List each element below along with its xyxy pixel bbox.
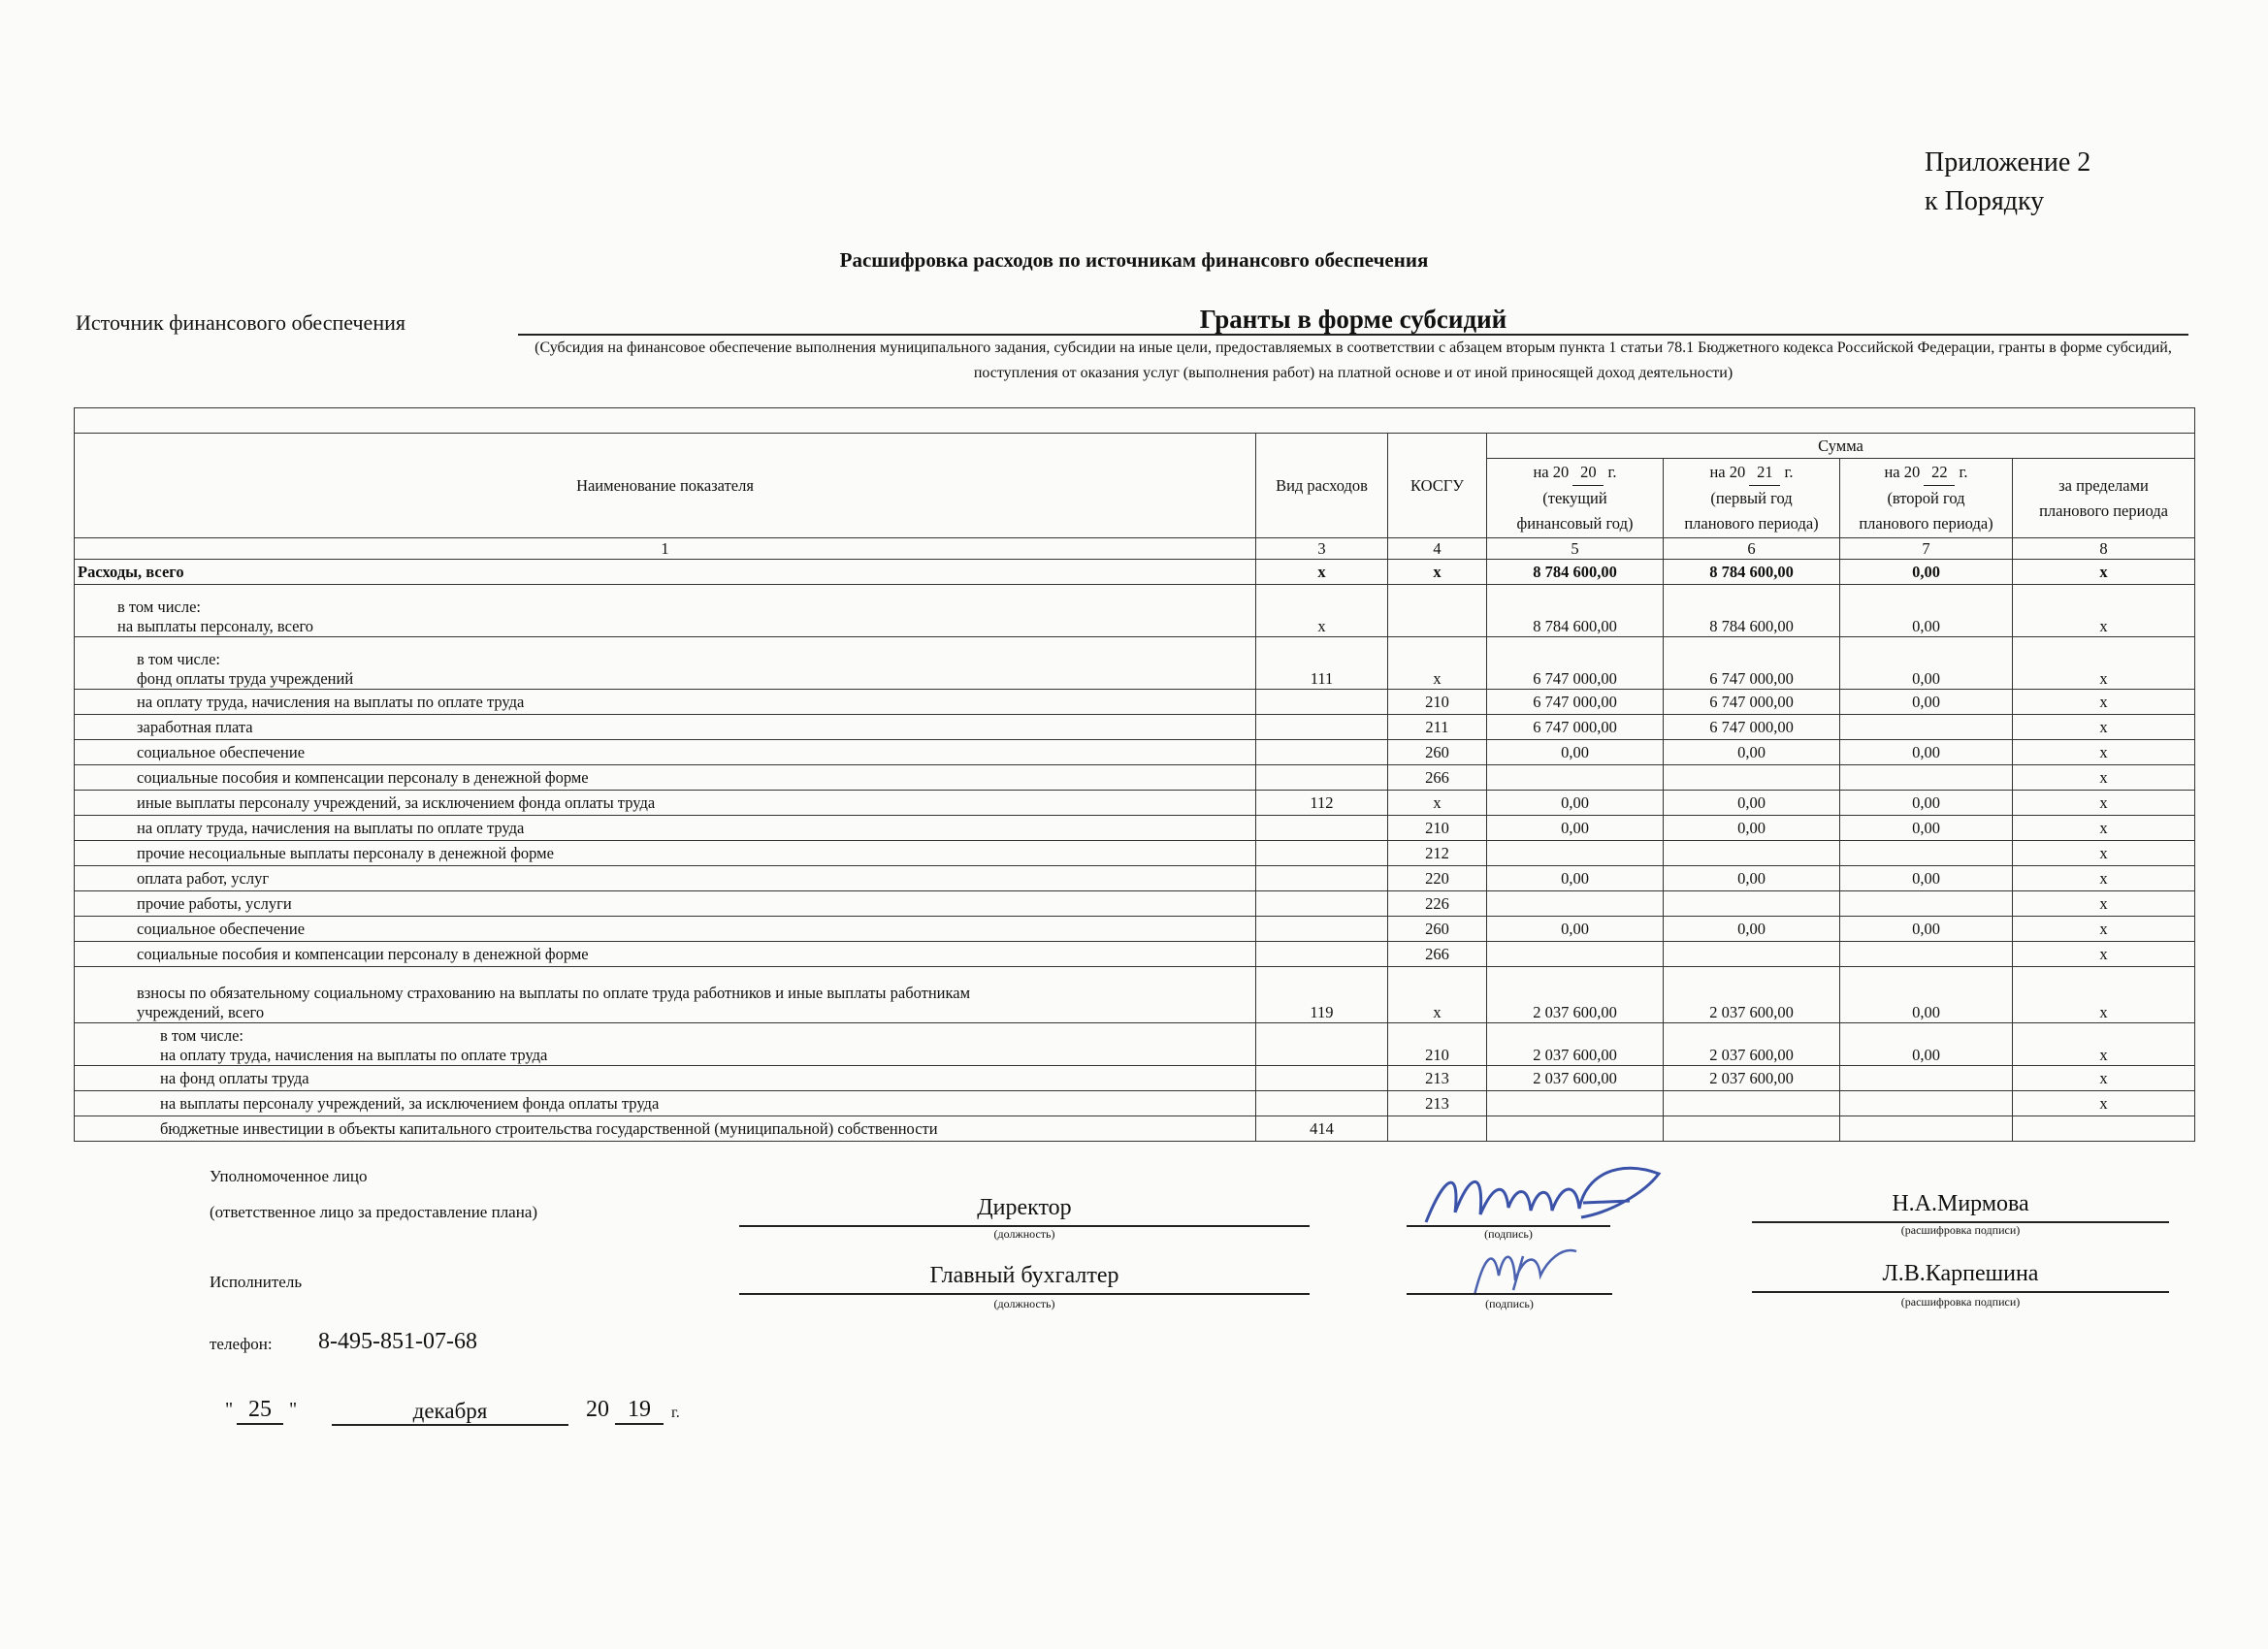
row-name: заработная плата [75,715,1256,740]
year2-value: 21 [1749,460,1780,486]
total-beyond: х [2013,560,2195,585]
row-vid [1256,841,1388,866]
row-vid [1256,1023,1388,1066]
date-year: 19 [615,1397,664,1425]
header-vid: Вид расходов [1256,434,1388,538]
row-kosgu: х [1388,967,1487,1023]
row-kosgu: х [1388,637,1487,690]
accountant-name-caption: (расшифровка подписи) [1900,1295,2021,1309]
row-vid [1256,891,1388,917]
row-kosgu: 266 [1388,942,1487,967]
row-y2: 6 747 000,00 [1664,715,1840,740]
row-name: в том числе: фонд оплаты труда учреждений [75,637,1256,690]
table-row [75,690,2195,715]
table-row [75,1066,2195,1091]
row-y2: 2 037 600,00 [1664,1066,1840,1091]
row-y1: 0,00 [1487,791,1664,816]
row-beyond: х [2013,1066,2195,1091]
row-beyond: х [2013,765,2195,791]
row-y1 [1487,1116,1664,1142]
col-number: 8 [2013,538,2195,560]
row-y1: 0,00 [1487,816,1664,841]
row-y1: 2 037 600,00 [1487,967,1664,1023]
row-y3: 0,00 [1840,791,2013,816]
phone-value: 8-495-851-07-68 [318,1329,477,1354]
row-kosgu [1388,1116,1487,1142]
appendix-line2: к Порядку [1925,186,2045,216]
row-y2: 0,00 [1664,816,1840,841]
table-row [75,816,2195,841]
document-title: Расшифровка расходов по источникам финансовго обеспечения [839,248,1429,272]
table-row [75,740,2195,765]
row-y2 [1664,891,1840,917]
row-y3: 0,00 [1840,816,2013,841]
row-name: бюджетные инвестиции в объекты капитального строительства государственной (муниципальной) собственности [75,1116,1256,1142]
row-y2: 0,00 [1664,917,1840,942]
row-y3 [1840,891,2013,917]
row-y3 [1840,765,2013,791]
row-beyond: х [2013,891,2195,917]
row-y3: 0,00 [1840,1023,2013,1066]
row-y1: 0,00 [1487,917,1664,942]
row-beyond: х [2013,637,2195,690]
row-vid [1256,917,1388,942]
authorized-label: Уполномоченное лицо [210,1167,368,1185]
date-day: 25 [237,1397,283,1425]
row-vid [1256,765,1388,791]
total-y2: 8 784 600,00 [1664,560,1840,585]
row-vid [1256,816,1388,841]
total-vid: х [1256,560,1388,585]
row-name: иные выплаты персоналу учреждений, за исключением фонда оплаты труда [75,791,1256,816]
table-row [75,1116,2195,1142]
row-beyond: х [2013,690,2195,715]
row-y1 [1487,891,1664,917]
row-y2 [1664,841,1840,866]
row-kosgu: 266 [1388,765,1487,791]
row-y1: 0,00 [1487,740,1664,765]
accountant-name-line [1752,1291,2169,1293]
row-vid [1256,1066,1388,1091]
row-y1 [1487,841,1664,866]
row-beyond: х [2013,1091,2195,1116]
accountant-signature-line [1407,1293,1612,1295]
header-sum: Сумма [1487,434,2195,459]
total-row [75,560,2195,585]
source-value: Гранты в форме субсидий [1199,305,1507,334]
row-y1: 8 784 600,00 [1487,585,1664,637]
row-name: социальные пособия и компенсации персоналу в денежной форме [75,765,1256,791]
row-beyond: х [2013,816,2195,841]
accountant-position: Главный бухгалтер [929,1263,1119,1288]
row-y1: 6 747 000,00 [1487,715,1664,740]
col-number: 5 [1487,538,1664,560]
header-year3: на 20 22 г. (второй год планового периода) [1840,459,2013,538]
source-hint: (Субсидия на финансовое обеспечение выполнения муниципального задания, субсидии на иные цели, предоставляемых в соответствии с абзацем вторым пункта 1 статьи 78.1 Бюджетного кодекса Российской Федерации, гранты в форме субсидий, поступления от оказания услуг (выполнения работ) на платной основе и от иной приносящей доход деятельности) [535,340,2172,381]
row-name: социальные пособия и компенсации персоналу в денежной форме [75,942,1256,967]
row-kosgu: х [1388,791,1487,816]
header-name: Наименование показателя [75,434,1256,538]
director-name: Н.А.Мирмова [1892,1191,2029,1216]
row-vid [1256,1091,1388,1116]
col-number: 4 [1388,538,1487,560]
row-beyond: х [2013,585,2195,637]
table-row [75,585,2195,637]
row-kosgu: 210 [1388,816,1487,841]
row-vid: 111 [1256,637,1388,690]
row-beyond: х [2013,967,2195,1023]
table-row [75,1023,2195,1066]
row-y3: 0,00 [1840,585,2013,637]
date-year-suffix: г. [671,1405,680,1421]
row-y2 [1664,1116,1840,1142]
accountant-signature-caption: (подпись) [1485,1297,1534,1310]
table-row [75,715,2195,740]
accountant-position-line [739,1293,1310,1295]
row-beyond: х [2013,1023,2195,1066]
row-name: в том числе: на оплату труда, начисления на выплаты по оплате труда [75,1023,1256,1066]
table-row [75,891,2195,917]
table-top-strip [75,408,2195,434]
row-vid: х [1256,585,1388,637]
phone-label: телефон: [210,1335,273,1353]
row-name: прочие несоциальные выплаты персоналу в денежной форме [75,841,1256,866]
row-y2: 0,00 [1664,740,1840,765]
row-vid: 414 [1256,1116,1388,1142]
director-name-caption: (расшифровка подписи) [1900,1223,2021,1237]
table-row [75,765,2195,791]
year1-value: 20 [1572,460,1604,486]
table-row [75,637,2195,690]
row-name: в том числе: на выплаты персоналу, всего [75,585,1256,637]
row-y3: 0,00 [1840,740,2013,765]
appendix-line1: Приложение 2 [1925,147,2091,178]
appendix-note [1925,144,2090,221]
row-name: социальное обеспечение [75,740,1256,765]
row-name: на выплаты персоналу учреждений, за исключением фонда оплаты труда [75,1091,1256,1116]
row-vid: 119 [1256,967,1388,1023]
row-y3 [1840,841,2013,866]
column-numbers-row [75,538,2195,560]
row-vid [1256,690,1388,715]
row-y1: 2 037 600,00 [1487,1023,1664,1066]
row-y1: 0,00 [1487,866,1664,891]
row-vid [1256,942,1388,967]
row-name: социальное обеспечение [75,917,1256,942]
year3-value: 22 [1924,460,1955,486]
row-beyond: х [2013,866,2195,891]
row-beyond: х [2013,917,2195,942]
accountant-position-caption: (должность) [993,1297,1055,1310]
table-row [75,791,2195,816]
header-year1: на 20 20 г. (текущий финансовый год) [1487,459,1664,538]
row-y3: 0,00 [1840,917,2013,942]
row-y1: 6 747 000,00 [1487,637,1664,690]
row-y3 [1840,715,2013,740]
row-kosgu: 220 [1388,866,1487,891]
row-y2: 6 747 000,00 [1664,637,1840,690]
table-row [75,942,2195,967]
row-y3: 0,00 [1840,866,2013,891]
row-kosgu: 260 [1388,740,1487,765]
row-y3: 0,00 [1840,690,2013,715]
row-beyond: х [2013,942,2195,967]
header-year2: на 20 21 г. (первый год планового периода) [1664,459,1840,538]
row-vid [1256,740,1388,765]
row-y1 [1487,942,1664,967]
row-y2: 0,00 [1664,791,1840,816]
row-name: прочие работы, услуги [75,891,1256,917]
row-name: на фонд оплаты труда [75,1066,1256,1091]
header-row-1 [75,434,2195,459]
total-name: Расходы, всего [75,560,1256,585]
row-kosgu: 226 [1388,891,1487,917]
director-position-caption: (должность) [993,1227,1055,1241]
row-y2: 2 037 600,00 [1664,967,1840,1023]
table-row [75,967,2195,1023]
row-y2: 8 784 600,00 [1664,585,1840,637]
table-row [75,866,2195,891]
row-y3 [1840,1066,2013,1091]
accountant-name: Л.В.Карпешина [1882,1261,2039,1286]
row-y2: 0,00 [1664,866,1840,891]
row-vid [1256,866,1388,891]
director-position: Директор [977,1195,1072,1220]
row-beyond: х [2013,715,2195,740]
row-kosgu: 213 [1388,1091,1487,1116]
executor-label: Исполнитель [210,1273,303,1291]
col-number: 1 [75,538,1256,560]
row-y1: 2 037 600,00 [1487,1066,1664,1091]
col-number: 3 [1256,538,1388,560]
date-quote-open: " [225,1399,234,1420]
row-y1 [1487,1091,1664,1116]
header-beyond: за пределами планового периода [2013,459,2195,538]
table-row [75,841,2195,866]
row-y2: 6 747 000,00 [1664,690,1840,715]
row-vid [1256,715,1388,740]
total-kosgu: х [1388,560,1487,585]
row-name: на оплату труда, начисления на выплаты по оплате труда [75,690,1256,715]
row-name: взносы по обязательному социальному страхованию на выплаты по оплате труда работников и иные выплаты работникам учреждений, всего [75,967,1256,1023]
total-y1: 8 784 600,00 [1487,560,1664,585]
row-name: на оплату труда, начисления на выплаты по оплате труда [75,816,1256,841]
col-number: 7 [1840,538,2013,560]
row-kosgu: 212 [1388,841,1487,866]
row-beyond: х [2013,841,2195,866]
row-beyond: х [2013,791,2195,816]
row-y3: 0,00 [1840,967,2013,1023]
row-y3 [1840,1116,2013,1142]
row-vid: 112 [1256,791,1388,816]
total-y3: 0,00 [1840,560,2013,585]
date-month: декабря [332,1399,568,1426]
col-number: 6 [1664,538,1840,560]
row-y2 [1664,942,1840,967]
date-quote-close: " [289,1399,298,1420]
row-kosgu: 210 [1388,690,1487,715]
row-y2: 2 037 600,00 [1664,1023,1840,1066]
row-beyond [2013,1116,2195,1142]
date-year-prefix: 20 [586,1397,609,1422]
row-kosgu: 210 [1388,1023,1487,1066]
header-kosgu: КОСГУ [1388,434,1487,538]
row-y3: 0,00 [1840,637,2013,690]
table-row [75,1091,2195,1116]
table-row [75,917,2195,942]
row-y2 [1664,1091,1840,1116]
row-y1: 6 747 000,00 [1487,690,1664,715]
authorized-hint: (ответственное лицо за предоставление плана) [210,1203,538,1221]
row-kosgu: 211 [1388,715,1487,740]
row-y3 [1840,1091,2013,1116]
director-signature-caption: (подпись) [1484,1227,1533,1241]
source-label: Источник финансового обеспечения [76,310,405,335]
row-name: оплата работ, услуг [75,866,1256,891]
row-y1 [1487,765,1664,791]
row-kosgu: 213 [1388,1066,1487,1091]
row-kosgu: 260 [1388,917,1487,942]
row-kosgu [1388,585,1487,637]
expenses-table [74,407,2195,1142]
row-y2 [1664,765,1840,791]
row-beyond: х [2013,740,2195,765]
row-y3 [1840,942,2013,967]
